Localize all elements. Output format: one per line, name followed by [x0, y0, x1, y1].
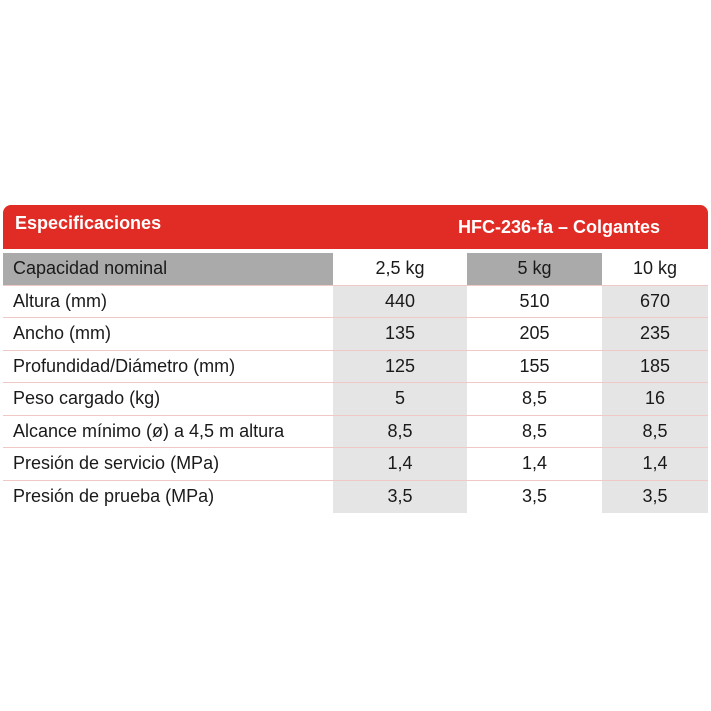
capacity-10kg: 10 kg — [602, 253, 708, 285]
model-name: HFC-236-fa – Colgantes — [457, 217, 660, 237]
row-value-5kg: 3,5 — [521, 486, 548, 507]
row-value-2-5kg: 135 — [333, 318, 467, 350]
row-value-5kg: 1,4 — [521, 453, 548, 474]
row-value-5kg: 8,5 — [521, 388, 548, 409]
row-value-2-5kg: 8,5 — [333, 416, 467, 448]
row-value-10kg: 185 — [602, 351, 708, 383]
row-label: Profundidad/Diámetro (mm) — [3, 351, 333, 383]
capacity-row — [3, 253, 708, 286]
capacity-5kg: 5 kg — [467, 253, 602, 285]
row-label: Alcance mínimo (ø) a 4,5 m altura — [3, 416, 333, 448]
table-row — [3, 351, 708, 384]
row-label: Presión de servicio (MPa) — [3, 448, 333, 480]
row-value-10kg: 8,5 — [602, 416, 708, 448]
row-label: Altura (mm) — [3, 286, 333, 318]
row-value-2-5kg: 1,4 — [333, 448, 467, 480]
row-value-10kg: 670 — [602, 286, 708, 318]
row-value-10kg: 16 — [602, 383, 708, 415]
row-value-10kg: 1,4 — [602, 448, 708, 480]
row-label: Ancho (mm) — [3, 318, 333, 350]
row-value-2-5kg: 3,5 — [333, 481, 467, 514]
row-value-5kg: 205 — [519, 323, 550, 344]
specifications-table — [3, 205, 708, 513]
table-row — [3, 481, 708, 514]
table-row — [3, 318, 708, 351]
table-row — [3, 383, 708, 416]
row-value-5kg: 155 — [519, 355, 550, 376]
table-row — [3, 416, 708, 449]
table-title: Especificaciones — [15, 213, 162, 233]
table-row — [3, 286, 708, 319]
row-value-5kg: 510 — [519, 290, 550, 311]
capacity-2-5kg: 2,5 kg — [333, 253, 467, 285]
table-row — [3, 448, 708, 481]
row-value-5kg: 8,5 — [521, 420, 548, 441]
row-value-2-5kg: 125 — [333, 351, 467, 383]
row-value-2-5kg: 440 — [333, 286, 467, 318]
row-label: Peso cargado (kg) — [3, 383, 333, 415]
row-value-2-5kg: 5 — [333, 383, 467, 415]
row-label: Presión de prueba (MPa) — [3, 481, 333, 514]
table-header — [3, 205, 708, 249]
capacity-label: Capacidad nominal — [3, 253, 333, 285]
row-value-10kg: 3,5 — [602, 481, 708, 514]
row-value-10kg: 235 — [602, 318, 708, 350]
